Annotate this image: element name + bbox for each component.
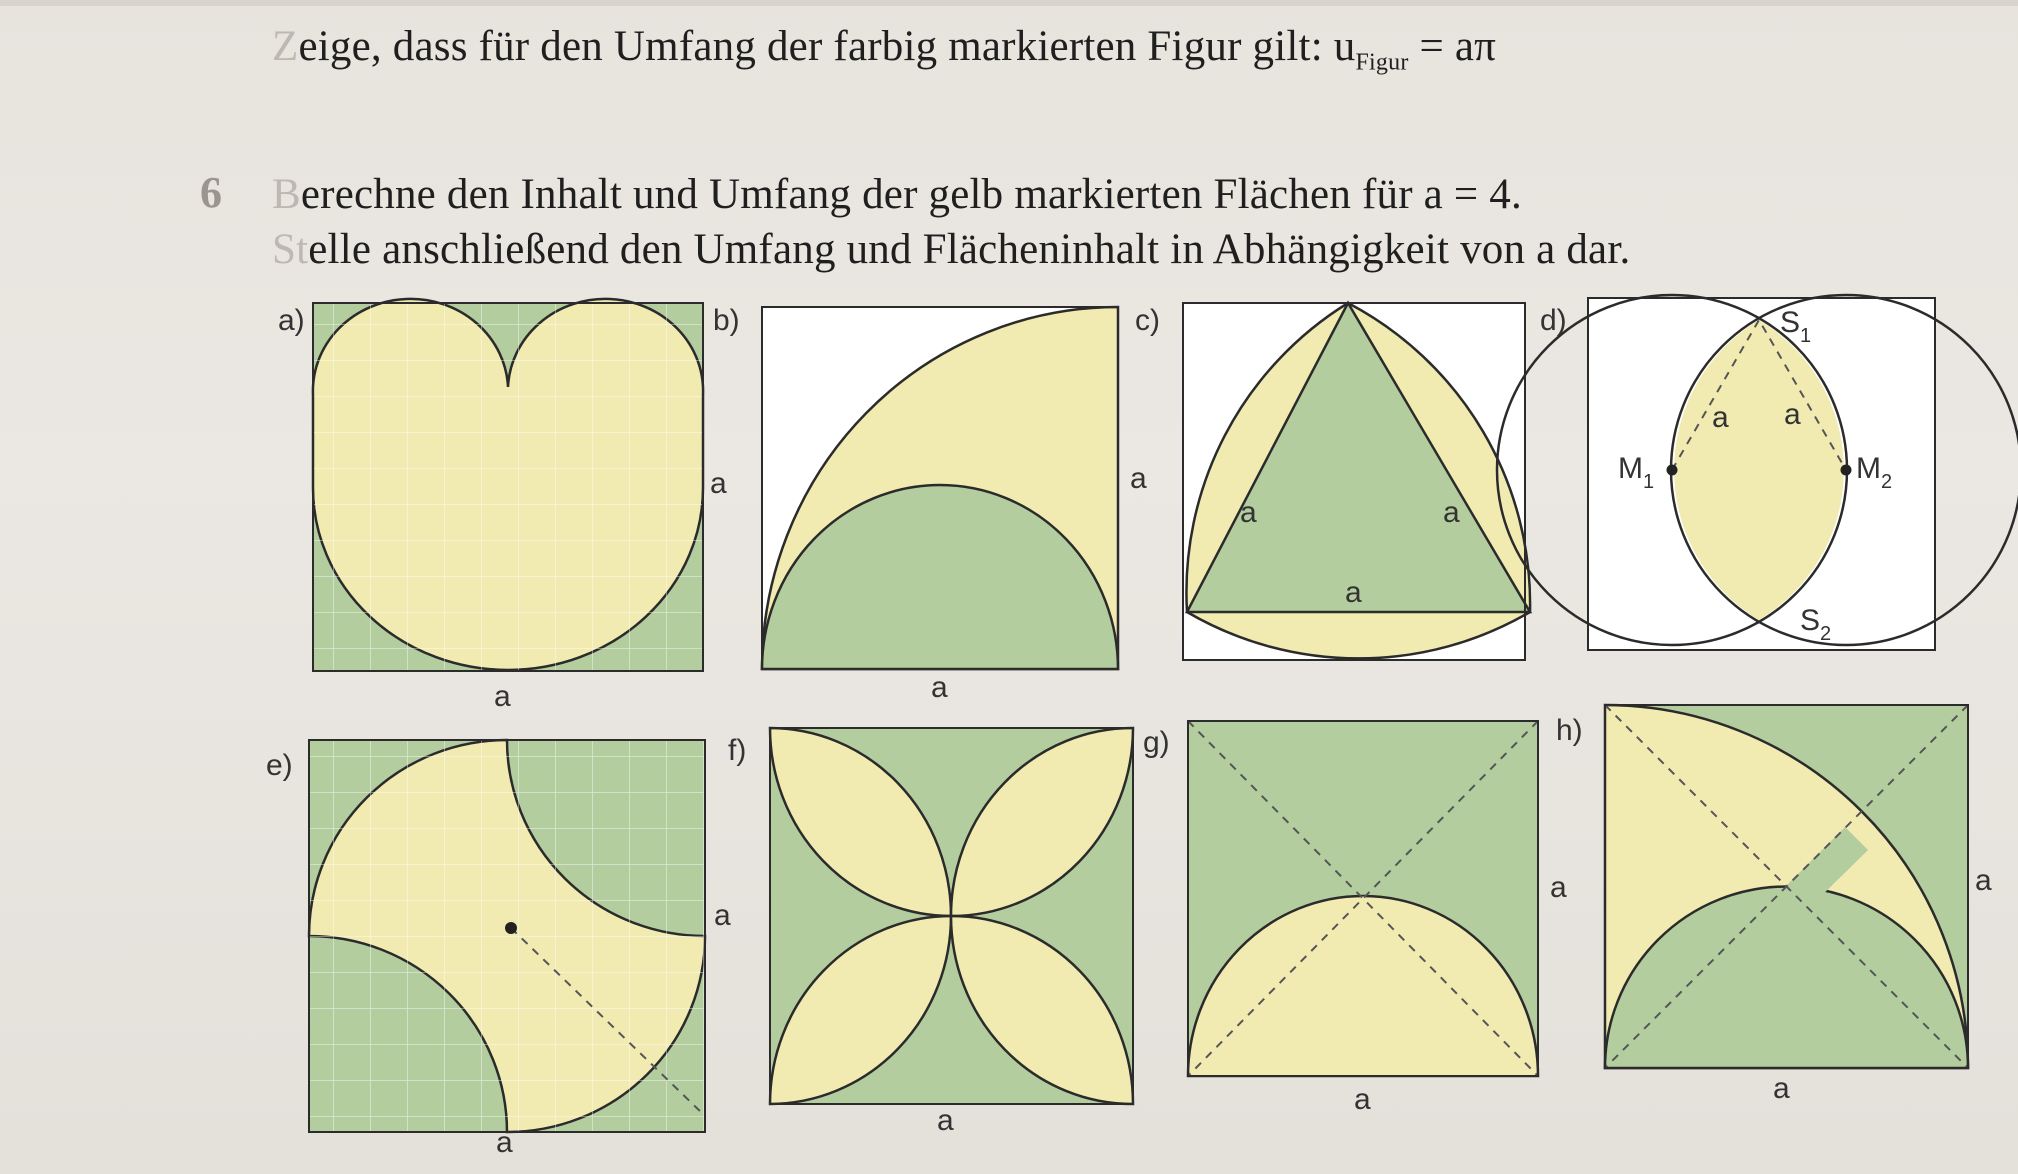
task-6-faded-letter: B — [272, 171, 301, 218]
figure-g-side-label: a — [1550, 871, 1567, 904]
figure-d-label-a-left: a — [1712, 401, 1729, 434]
figure-d-point-m1 — [1667, 465, 1678, 476]
figure-g-bottom-label: a — [1354, 1083, 1371, 1116]
task-5-subscript: Figur — [1355, 49, 1409, 76]
figure-g — [1143, 721, 1567, 1116]
figure-e — [266, 740, 731, 1159]
task-6-faded-letters: St — [272, 226, 309, 273]
task-5-main: eige, dass für den Umfang der farbig markierten Figur gilt: u — [298, 23, 1356, 70]
figure-a-letter: a) — [278, 304, 305, 337]
task-5-faded-letter: Z — [272, 23, 299, 70]
figure-h-letter: h) — [1556, 714, 1583, 747]
figure-h-side-label: a — [1975, 864, 1992, 897]
figure-c-label-left: a — [1240, 496, 1257, 529]
figure-e-letter: e) — [266, 749, 293, 782]
figure-e-grid — [309, 740, 705, 1132]
figure-e-bottom-label: a — [496, 1126, 513, 1159]
figure-d-label-m2: $M_2$ — [1856, 452, 1893, 493]
task-5-formula: = aπ — [1408, 23, 1497, 70]
figure-d-label-a-right: a — [1784, 398, 1801, 431]
figure-c-label-right: a — [1443, 496, 1460, 529]
figure-h — [1556, 705, 1992, 1105]
figure-g-letter: g) — [1143, 726, 1170, 759]
task-6-line-2-text: elle anschließend den Umfang und Flächeninhalt in Abhängigkeit von a dar. — [308, 226, 1631, 273]
figure-h-bottom-label: a — [1773, 1072, 1790, 1105]
figure-e-side-label: a — [714, 899, 731, 932]
figure-d — [1497, 295, 2018, 650]
figure-a — [278, 299, 727, 713]
figure-f — [728, 728, 1133, 1137]
figure-f-letter: f) — [728, 734, 747, 767]
figure-d-label-m1: $M_1$ — [1618, 452, 1655, 493]
figure-a-bottom-label: a — [494, 680, 511, 713]
figure-c-letter: c) — [1135, 304, 1160, 337]
figure-b-letter: b) — [713, 304, 740, 337]
task-number: 6 — [200, 168, 222, 217]
figure-d-label-s2: $S_2$ — [1800, 604, 1832, 645]
figure-a-grid — [313, 303, 703, 671]
figure-d-letter: d) — [1540, 304, 1567, 337]
figure-b — [713, 304, 1147, 704]
figure-b-bottom-label: a — [931, 671, 948, 704]
figure-c — [1135, 303, 1530, 660]
figure-c-label-base: a — [1345, 576, 1362, 609]
figure-a-side-label: a — [710, 467, 727, 500]
figure-d-label-s1: $S_1$ — [1780, 306, 1812, 347]
figure-e-center-point — [505, 922, 517, 934]
figure-d-point-m2 — [1841, 465, 1852, 476]
task-6-line-1-text: erechne den Inhalt und Umfang der gelb markierten Flächen für a = 4. — [300, 171, 1522, 218]
figure-b-side-label: a — [1130, 462, 1147, 495]
figure-f-bottom-label: a — [937, 1104, 954, 1137]
